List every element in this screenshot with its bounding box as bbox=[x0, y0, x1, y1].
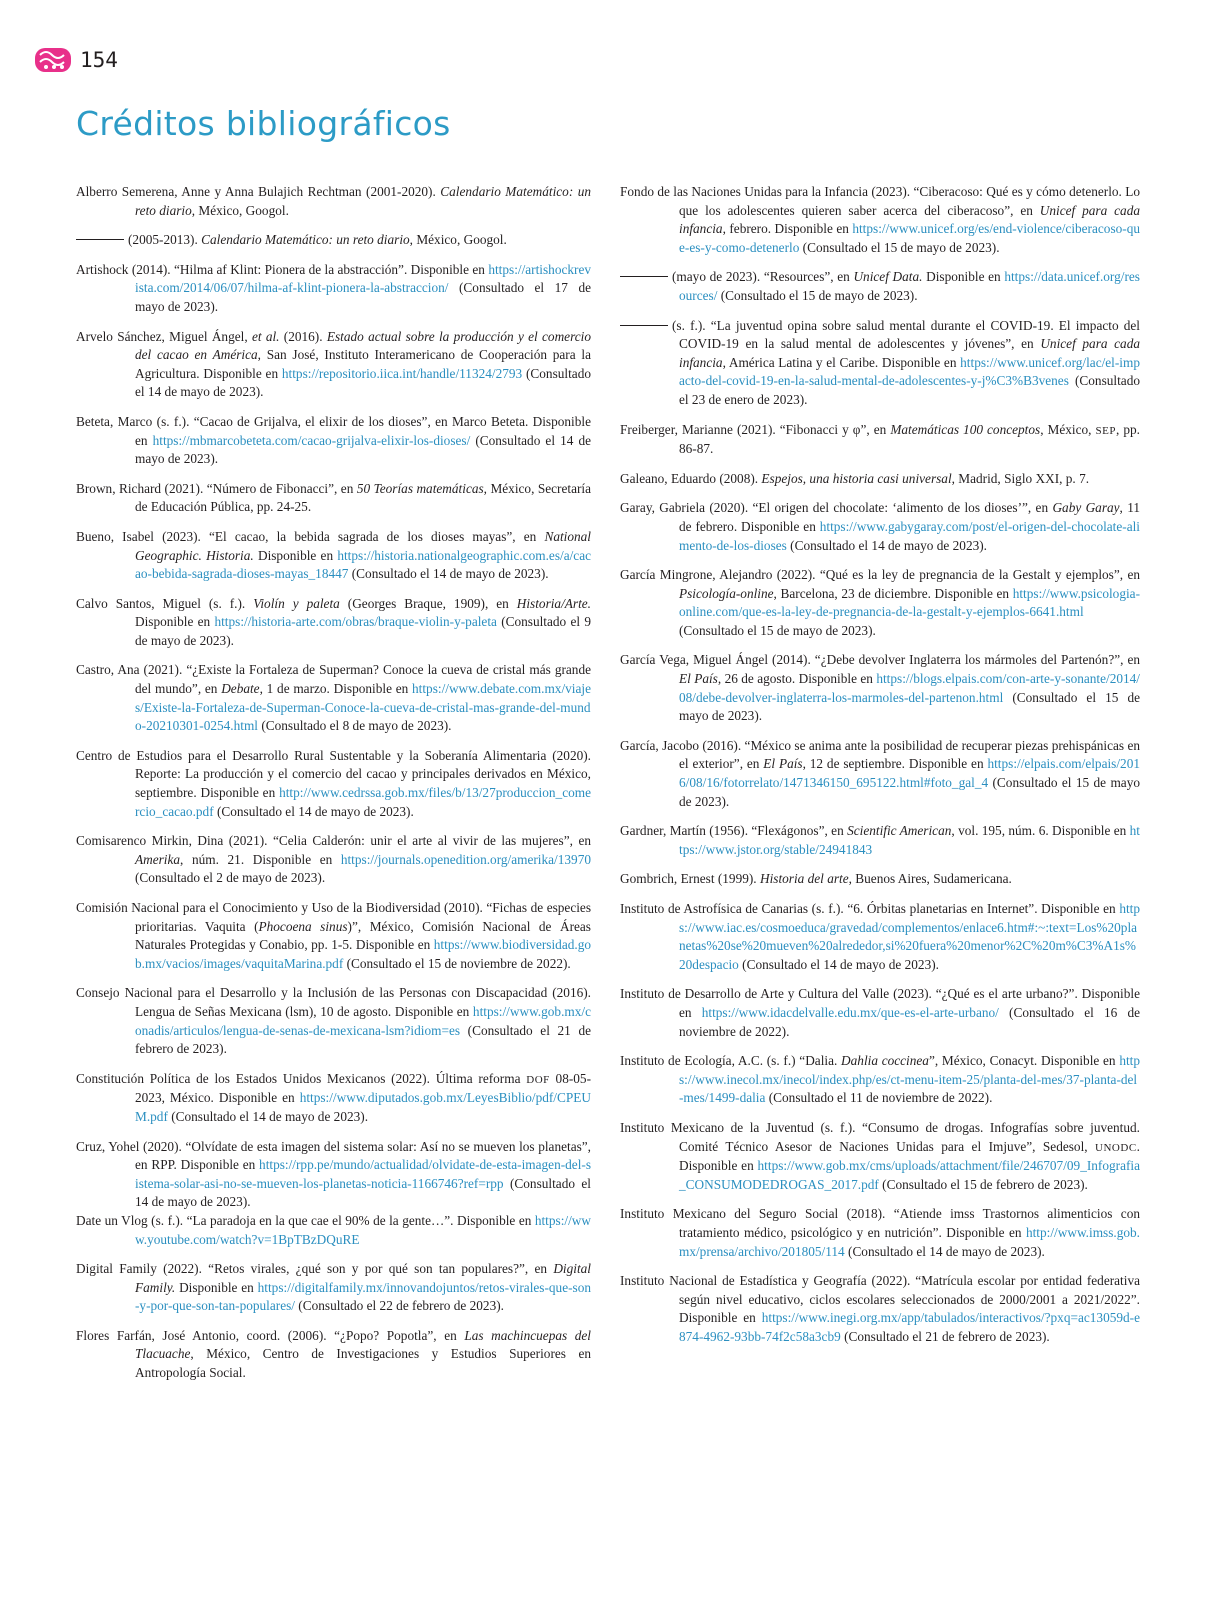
reference-text: , México, Googol. bbox=[191, 202, 289, 218]
reference-entry-mingrone bbox=[620, 566, 1140, 640]
reference-italic-text: Espejos, una historia casi universal bbox=[761, 470, 952, 486]
reference-italic-text: Matemáticas 100 conceptos bbox=[890, 421, 1041, 437]
reference-italic-text: Psicología-online bbox=[679, 585, 774, 601]
reference-entry-gardner bbox=[620, 822, 1140, 859]
reference-entry-unicef2 bbox=[620, 268, 1140, 305]
reference-italic-text: Calendario Matemático: un reto diario bbox=[201, 232, 410, 248]
reference-text: Instituto Mexicano de la Juventud (s. f.). “Consumo de drogas. Infografías sobre juventud. Comité Técnico Asesor de Naciones Unidas para el Imjuve”, Sedesol, bbox=[620, 1119, 1140, 1154]
reference-text: Cruz, Yohel (2020). “Olvídate de esta imagen del sistema solar: Así no se mueven los planetas”, en RPP. Disponible en bbox=[76, 1138, 591, 1173]
reference-italic-text: Calendario Matemático: un reto diario bbox=[135, 184, 592, 218]
reference-text: (Consultado el 14 de mayo de 2023). bbox=[135, 432, 591, 467]
reference-entry-alberro2 bbox=[76, 231, 591, 250]
reference-text: Disponible en bbox=[922, 269, 1005, 285]
reference-entry-arvelo bbox=[76, 328, 591, 402]
reference-text: (s. f.). “La juventud opina sobre salud mental durante el COVID-19. El impacto del COVID-19 en la salud mental de adolescentes y jóvenes”, en bbox=[672, 317, 1140, 352]
reference-text: , San José, Instituto Interamericano de Cooperación para la Agricultura. Disponible en bbox=[135, 347, 591, 381]
reference-link[interactable]: https://mbmarcobeteta.com/cacao-grijalva-elixir-los-dioses/ bbox=[152, 432, 471, 448]
references-right-column bbox=[620, 183, 1140, 1357]
reference-text: (Consultado el 14 de mayo de 2023). bbox=[348, 566, 549, 582]
reference-entry-date bbox=[76, 1212, 591, 1249]
reference-entry-conadis bbox=[76, 984, 591, 1058]
reference-link[interactable]: https://blogs.elpais.com/con-arte-y-sonante/2014/08/debe-devolver-inglaterra-los-marmoles-del-partenon.html bbox=[679, 671, 1140, 705]
reference-entry-constitucion bbox=[76, 1070, 591, 1127]
reference-text: (2016). bbox=[279, 328, 327, 344]
reference-text: UNODC bbox=[1095, 1141, 1137, 1154]
reference-entry-freiberger bbox=[620, 421, 1140, 459]
reference-link[interactable]: https://artishockrevista.com/2014/06/07/hilma-af-klint-pionera-la-abstraccion/ bbox=[135, 261, 591, 296]
reference-text: 08-05-2023, México. Disponible en bbox=[135, 1070, 591, 1106]
reference-text: Consejo Nacional para el Desarrollo y la Inclusión de las Personas con Discapacidad (2016). Lengua de Señas Mexicana (lsm), 10 de agosto. Disponible en bbox=[76, 985, 591, 1019]
reference-italic-text: Debate bbox=[221, 681, 260, 697]
reference-text: Comisión Nacional para el Conocimiento y Uso de la Biodiversidad (2010). “Fichas de especies prioritarias. Vaquita ( bbox=[76, 900, 591, 934]
reference-italic-text: et al. bbox=[251, 328, 280, 344]
reference-entry-unicef3 bbox=[620, 317, 1140, 410]
reference-text: García Mingrone, Alejandro (2022). “Qué es la ley de pregnancia de la Gestalt y ejemplos”, en bbox=[620, 567, 1140, 583]
reference-text: Flores Farfán, José Antonio, coord. (2006). “¿Popo? Popotla”, en bbox=[76, 1327, 465, 1343]
reference-link[interactable]: https://www.iac.es/cosmoeduca/gravedad/complementos/enlace6.htm#:~:text=Los%20planetas%20se%20mueven%20alrededor,si%20fuera%20menor%2C%20m%C3%A1s%20despacio bbox=[679, 901, 1140, 972]
reference-text: Galeano, Eduardo (2008). bbox=[620, 470, 762, 486]
reference-text: , Barcelona, 23 de diciembre. Disponible en bbox=[773, 585, 1013, 601]
reference-text: DOF bbox=[526, 1073, 550, 1086]
reference-link[interactable]: https://www.inecol.mx/inecol/index.php/es/ct-menu-item-25/planta-del-mes/37-planta-del-mes/1499-dalia bbox=[679, 1053, 1140, 1106]
page-header bbox=[32, 40, 118, 80]
reference-link[interactable]: https://www.psicologia-online.com/que-es-la-ley-de-pregnancia-de-la-gestalt-y-ejemplos-6641.html bbox=[679, 585, 1140, 620]
reference-text: , Buenos Aires, Sudamericana. bbox=[848, 871, 1012, 887]
reference-text: Instituto de Astrofísica de Canarias (s. f.). “6. Órbitas planetarias en Internet”. Disponible en bbox=[620, 901, 1120, 916]
reference-entry-conabio bbox=[76, 899, 591, 973]
reference-text: , febrero. Disponible en bbox=[722, 221, 853, 237]
reference-text: )”, México, Comisión Nacional de Áreas Naturales Protegidas y Conabio, pp. 1-5. Disponible en bbox=[135, 918, 591, 953]
reference-link[interactable]: https://www.gob.mx/cms/uploads/attachment/file/246707/09_Infografia_CONSUMODEDROGAS_2017.pdf bbox=[679, 1158, 1140, 1192]
reference-text: Comisarenco Mirkin, Dina (2021). “Celia Calderón: unir el arte al vivir de las mujeres”, en bbox=[76, 833, 591, 849]
reference-text: Garay, Gabriela (2020). “El origen del chocolate: ‘alimento de los dioses’”, en bbox=[620, 500, 1053, 516]
reference-text: Fondo de las Naciones Unidas para la Infancia (2023). “Ciberacoso: Qué es y cómo detenerlo. Lo que los adolescentes quieren saber acerca del ciberacoso”, en bbox=[620, 184, 1140, 218]
reference-text: Disponible en bbox=[135, 614, 215, 630]
reference-text: , 12 de septiembre. Disponible en bbox=[802, 756, 988, 772]
reference-text: García, Jacobo (2016). “México se anima ante la posibilidad de recuperar piezas prehispánicas en el exterior”, en bbox=[620, 737, 1140, 772]
page-title: Créditos bibliográficos bbox=[76, 104, 451, 143]
reference-text: , 26 de agosto. Disponible en bbox=[717, 671, 877, 687]
reference-entry-artishock bbox=[76, 261, 591, 317]
same-author-dash bbox=[76, 239, 124, 240]
reference-text: (Consultado el 11 de noviembre de 2022). bbox=[765, 1090, 993, 1106]
reference-link[interactable]: https://journals.openedition.org/amerika/13970 bbox=[340, 851, 591, 867]
reference-text: (Consultado el 21 de febrero de 2023). bbox=[840, 1328, 1050, 1344]
reference-text: Digital Family (2022). “Retos virales, ¿qué son y por qué son tan populares?”, en bbox=[76, 1261, 554, 1277]
reference-entry-galeano bbox=[620, 470, 1140, 489]
reference-text: Artishock (2014). “Hilma af Klint: Pionera de la abstracción”. Disponible en bbox=[76, 261, 489, 277]
reference-text: (Consultado el 14 de mayo de 2023). bbox=[167, 1108, 369, 1124]
reference-text: (Consultado el 15 de noviembre de 2022). bbox=[343, 955, 571, 971]
reference-text: (Consultado el 16 de noviembre de 2022). bbox=[679, 1004, 1141, 1039]
reference-link[interactable]: https://digitalfamily.mx/innovandojuntos/retos-virales-que-son-y-por-que-son-tan-populares/ bbox=[135, 1279, 591, 1314]
reference-text: (Consultado el 17 de mayo de 2023). bbox=[135, 280, 591, 314]
reference-entry-garay bbox=[620, 499, 1140, 555]
reference-italic-text: Unicef Data. bbox=[853, 269, 923, 285]
reference-text: Bueno, Isabel (2023). “El cacao, la bebida sagrada de los dioses mayas”, en bbox=[76, 528, 545, 544]
reference-text: Instituto de Ecología, A.C. (s. f.) “Dalia. bbox=[620, 1053, 842, 1069]
reference-text: , 11 de febrero. Disponible en bbox=[679, 500, 1140, 534]
reference-text: Constitución Política de los Estados Unidos Mexicanos (2022). Última reforma bbox=[76, 1070, 527, 1086]
reference-entry-inecol bbox=[620, 1052, 1140, 1108]
reference-link[interactable]: https://www.inegi.org.mx/app/tabulados/interactivos/?pxq=ac13059d-e874-4962-93bb-74f2c58a3cb9 bbox=[679, 1310, 1140, 1344]
reference-text: (Consultado el 9 de mayo de 2023). bbox=[135, 614, 591, 648]
reference-text: Alberro Semerena, Anne y Anna Bulajich Rechtman (2001-2020). bbox=[76, 184, 441, 199]
reference-text: García Vega, Miguel Ángel (2014). “¿Debe devolver Inglaterra los mármoles del Partenón?”, en bbox=[620, 652, 1140, 668]
reference-link[interactable]: https://historia-arte.com/obras/braque-violin-y-paleta bbox=[214, 614, 497, 630]
reference-italic-text: Violín y paleta bbox=[253, 595, 340, 611]
reference-text: , México, Googol. bbox=[409, 232, 507, 248]
reference-text: Gombrich, Ernest (1999). bbox=[620, 871, 760, 887]
reference-italic-text: National Geographic. Historia. bbox=[135, 528, 591, 563]
reference-text: (Consultado el 14 de mayo de 2023). bbox=[135, 365, 591, 400]
reference-link[interactable]: http://www.imss.gob.mx/prensa/archivo/201805/114 bbox=[679, 1224, 1140, 1259]
reference-text: Gardner, Martín (1956). “Flexágonos”, en bbox=[620, 823, 848, 839]
reference-link[interactable]: https://data.unicef.org/resources/ bbox=[679, 269, 1140, 303]
reference-text: (Consultado el 14 de mayo de 2023). bbox=[135, 1175, 591, 1210]
reference-link[interactable]: https://www.youtube.com/watch?v=1BpTBzDQuRE bbox=[135, 1212, 591, 1247]
reference-text: Freiberger, Marianne (2021). “Fibonacci y φ”, en bbox=[620, 421, 891, 437]
reference-text: . Disponible en bbox=[679, 1138, 1140, 1174]
reference-link[interactable]: https://www.unicef.org/es/end-violence/ciberacoso-que-es-y-como-detenerlo bbox=[679, 221, 1140, 255]
reference-text: SEP bbox=[1095, 424, 1117, 437]
references-left-column bbox=[76, 183, 591, 1394]
reference-link[interactable]: https://www.jstor.org/stable/24941843 bbox=[679, 823, 1140, 857]
reference-text: (Consultado el 15 de mayo de 2023). bbox=[679, 775, 1140, 809]
reference-text: (Consultado el 14 de mayo de 2023). bbox=[786, 537, 987, 553]
reference-entry-jacobo bbox=[620, 737, 1140, 811]
reference-text: Beteta, Marco (s. f.). “Cacao de Grijalva, el elixir de los dioses”, en Marco Beteta. Disponible en bbox=[76, 413, 591, 448]
reference-link[interactable]: https://www.gob.mx/conadis/articulos/lengua-de-senas-de-mexicana-lsm?idiom=es bbox=[135, 1003, 591, 1038]
reference-text: Brown, Richard (2021). “Número de Fibonacci”, en bbox=[76, 480, 357, 496]
reference-entry-gombrich bbox=[620, 870, 1140, 889]
reference-text: (Consultado el 15 de mayo de 2023). bbox=[717, 287, 918, 303]
reference-italic-text: Historia del arte bbox=[759, 871, 849, 887]
reference-entry-beteta bbox=[76, 413, 591, 469]
reference-italic-text: Las machincuepas del Tlacuache bbox=[135, 1327, 592, 1362]
reference-link[interactable]: https://www.diputados.gob.mx/LeyesBiblio/pdf/CPEUM.pdf bbox=[135, 1090, 591, 1124]
reference-text: Disponible en bbox=[175, 1279, 258, 1295]
reference-text: Calvo Santos, Miguel (s. f.). bbox=[76, 595, 254, 611]
reference-entry-alberro bbox=[76, 183, 591, 220]
reference-entry-flores bbox=[76, 1327, 591, 1383]
reference-text: (Consultado el 15 de mayo de 2023). bbox=[679, 622, 876, 638]
reference-italic-text: El País bbox=[763, 756, 803, 772]
same-author-dash bbox=[620, 325, 668, 326]
reference-link[interactable]: https://www.gabygaray.com/post/el-origen-del-chocolate-alimento-de-los-dioses bbox=[679, 518, 1140, 553]
reference-italic-text: Scientific American bbox=[847, 823, 952, 839]
reference-italic-text: Gaby Garay bbox=[1052, 500, 1120, 516]
reference-text: (Consultado el 2 de mayo de 2023). bbox=[135, 870, 326, 886]
reference-link[interactable]: https://www.unicef.org/lac/el-impacto-del-covid-19-en-la-salud-mental-de-adolescentes-y-j%C3%B3venes bbox=[679, 354, 1140, 389]
reference-text: Disponible en bbox=[253, 547, 338, 563]
reference-italic-text: Amerika bbox=[135, 851, 181, 867]
reference-link[interactable]: https://elpais.com/elpais/2016/08/16/fotorrelato/1471346150_695122.html#foto_gal_4 bbox=[679, 756, 1140, 791]
reference-text: (mayo de 2023). “Resources”, en bbox=[672, 269, 854, 285]
reference-entry-imjuve bbox=[620, 1119, 1140, 1194]
same-author-dash bbox=[620, 276, 668, 277]
reference-text: , Madrid, Siglo XXI, p. 7. bbox=[951, 470, 1090, 486]
reference-text: (Consultado el 15 de febrero de 2023). bbox=[878, 1176, 1088, 1192]
reference-text: Arvelo Sánchez, Miguel Ángel, bbox=[76, 328, 252, 344]
reference-text: (2005-2013). bbox=[128, 232, 202, 248]
reference-text: (Consultado el 15 de mayo de 2023). bbox=[799, 239, 1000, 255]
reference-text: , vol. 195, núm. 6. Disponible en bbox=[951, 823, 1130, 839]
reference-text: (Consultado el 14 de mayo de 2023). bbox=[738, 956, 939, 972]
reference-entry-calvo bbox=[76, 595, 591, 651]
reference-text: , México, Centro de Investigaciones y Estudios Superiores en Antropología Social. bbox=[135, 1346, 591, 1381]
reference-link[interactable]: https://historia.nationalgeographic.com.es/a/cacao-bebida-sagrada-dioses-mayas_18447 bbox=[135, 547, 591, 582]
reference-text: (Consultado el 14 de mayo de 2023). bbox=[213, 803, 414, 819]
reference-entry-brown bbox=[76, 480, 591, 517]
reference-text: , México, Secretaría de Educación Pública, pp. 24-25. bbox=[135, 480, 591, 515]
reference-text: , núm. 21. Disponible en bbox=[180, 851, 341, 867]
reference-italic-text: Dahlia coccinea bbox=[841, 1053, 929, 1069]
reference-text: (Consultado el 23 de enero de 2023). bbox=[679, 373, 1140, 407]
reference-italic-text: Estado actual sobre la producción y el comercio del cacao en América bbox=[135, 328, 591, 363]
reference-italic-text: Unicef para cada infancia bbox=[679, 202, 1140, 237]
reference-entry-inegi bbox=[620, 1272, 1140, 1346]
reference-italic-text: El País bbox=[679, 671, 718, 687]
reference-link[interactable]: https://www.idacdelvalle.edu.mx/que-es-el-arte-urbano/ bbox=[701, 1004, 999, 1020]
reference-text: (Consultado el 22 de febrero de 2023). bbox=[294, 1298, 504, 1314]
reference-text: , México, bbox=[1040, 421, 1096, 437]
reference-text: Centro de Estudios para el Desarrollo Rural Sustentable y la Soberanía Alimentaria (2020). Reporte: La producción y el comercio del cacao y principales derivados en México, septiembre. Disponible en bbox=[76, 747, 591, 801]
reference-entry-iac bbox=[620, 900, 1140, 974]
reference-italic-text: Historia/Arte. bbox=[516, 595, 591, 611]
reference-italic-text: Phocoena sinus bbox=[258, 918, 348, 934]
reference-text: , pp. 86-87. bbox=[679, 421, 1140, 457]
reference-entry-cruz bbox=[76, 1138, 591, 1212]
reference-italic-text: Unicef para cada infancia bbox=[679, 336, 1140, 370]
reference-text: (Consultado el 15 de mayo de 2023). bbox=[679, 689, 1140, 724]
reference-text: Date un Vlog (s. f.). “La paradoja en la que cae el 90% de la gente…”. Disponible en bbox=[76, 1212, 535, 1228]
page-number: 154 bbox=[80, 48, 118, 72]
reference-text: Instituto Mexicano del Seguro Social (2018). “Atiende imss Trastornos alimenticios con tratamiento médico, psicológico y en nutrición”. Disponible en bbox=[620, 1206, 1140, 1240]
reference-entry-unicef1 bbox=[620, 183, 1140, 257]
reference-entry-imss bbox=[620, 1205, 1140, 1261]
reference-text: , América Latina y el Caribe. Disponible en bbox=[722, 354, 961, 370]
reference-entry-bueno bbox=[76, 528, 591, 584]
reference-link[interactable]: https://repositorio.iica.int/handle/11324/2793 bbox=[281, 365, 523, 381]
reference-entry-castro bbox=[76, 661, 591, 735]
reference-link[interactable]: http://www.cedrssa.gob.mx/files/b/13/27produccion_comercio_cacao.pdf bbox=[135, 785, 591, 819]
reference-text: (Georges Braque, 1909), en bbox=[339, 595, 517, 611]
reference-italic-text: Digital Family. bbox=[135, 1261, 591, 1295]
reference-link[interactable]: https://rpp.pe/mundo/actualidad/olvidate-de-esta-imagen-del-sistema-solar-asi-no-se-mueven-los-planetas-noticia-1166746?ref=rpp bbox=[135, 1157, 591, 1191]
reference-text: Instituto Nacional de Estadística y Geografía (2022). “Matrícula escolar por entidad federativa según nivel educativo, ciclos escolares seleccionados de 2000/2001 a 2021/2022”. Disponible en bbox=[620, 1273, 1140, 1326]
reference-text: , 1 de marzo. Disponible en bbox=[259, 681, 413, 697]
reference-text: (Consultado el 8 de mayo de 2023). bbox=[258, 718, 452, 734]
reference-link[interactable]: https://www.biodiversidad.gob.mx/vacios/images/vaquitaMarina.pdf bbox=[135, 937, 591, 971]
reference-entry-idac bbox=[620, 985, 1140, 1041]
reference-entry-vega bbox=[620, 651, 1140, 725]
reference-text: Instituto de Desarrollo de Arte y Cultura del Valle (2023). “¿Qué es el arte urbano?”. Disponible en bbox=[620, 986, 1140, 1020]
reference-text: (Consultado el 14 de mayo de 2023). bbox=[844, 1243, 1045, 1259]
reference-entry-digital bbox=[76, 1260, 591, 1316]
reference-entry-comisarenco bbox=[76, 832, 591, 888]
reference-text: (Consultado el 21 de febrero de 2023). bbox=[135, 1022, 591, 1057]
reference-text: ”, México, Conacyt. Disponible en bbox=[928, 1053, 1120, 1069]
reference-link[interactable]: https://www.debate.com.mx/viajes/Existe-la-Fortaleza-de-Superman-Conoce-la-cueva-de-cristal-mas-grande-del-mundo-20210301-0254.html bbox=[135, 681, 591, 734]
reference-entry-centro bbox=[76, 747, 591, 821]
reference-text: Castro, Ana (2021). “¿Existe la Fortaleza de Superman? Conoce la cueva de cristal más grande del mundo”, en bbox=[76, 662, 591, 697]
reference-italic-text: 50 Teorías matemáticas bbox=[356, 480, 484, 496]
decorative-logo-icon bbox=[32, 43, 76, 77]
